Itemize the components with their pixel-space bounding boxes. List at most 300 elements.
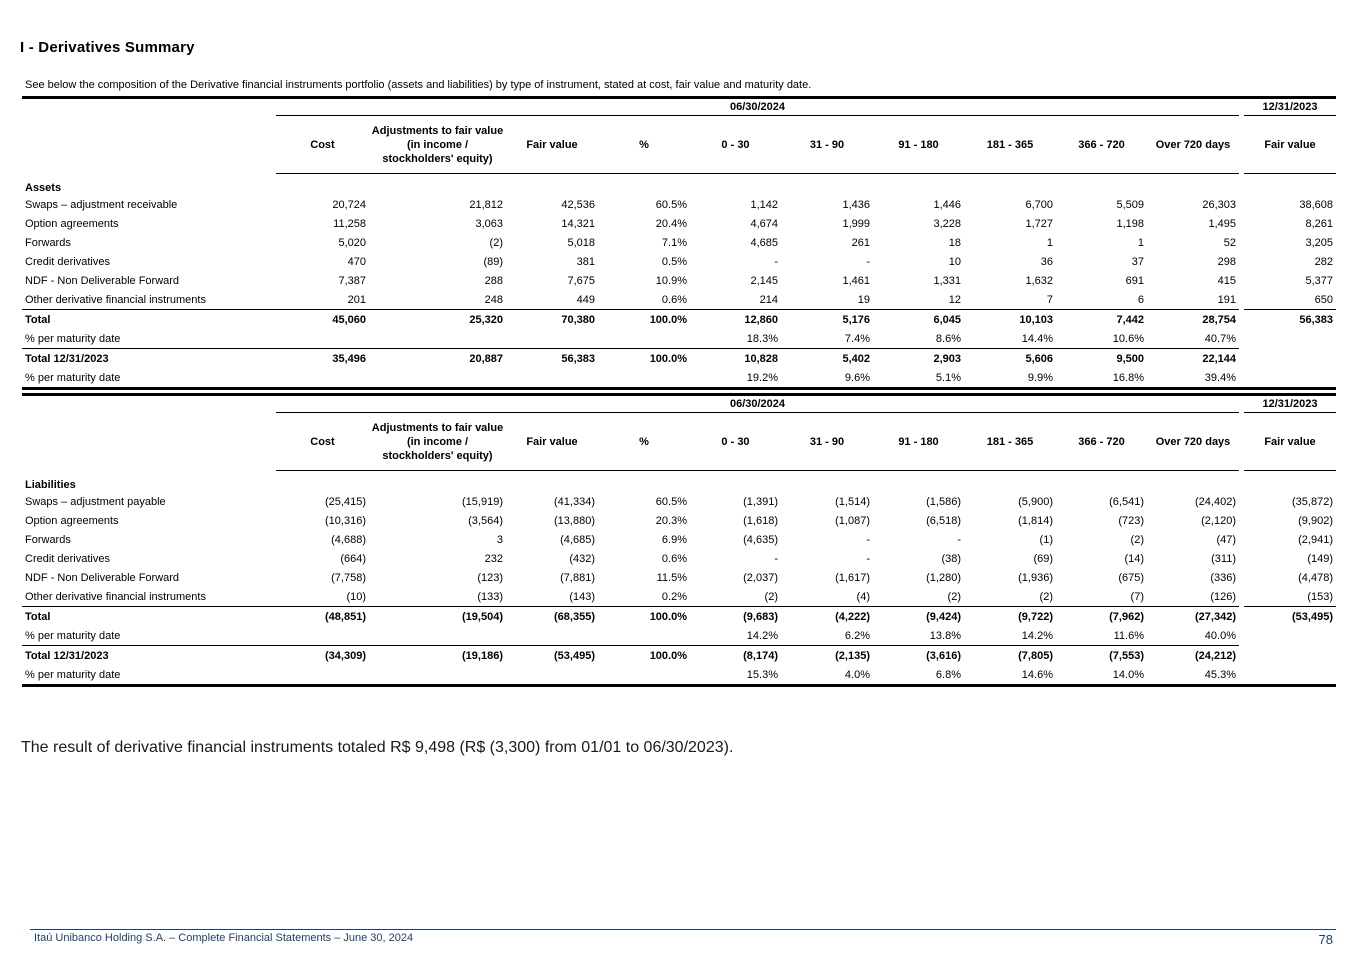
value-cell: 7,675 (567, 274, 595, 287)
value-cell: 1,495 (1208, 217, 1236, 230)
value-cell: (48,851) (276, 607, 369, 627)
value-cell: 9,500 (1056, 349, 1147, 369)
empty-cell (598, 665, 690, 686)
value-cell: 5,377 (1305, 274, 1333, 287)
value-cell: 56,383 (506, 349, 598, 369)
empty-cell (369, 329, 506, 349)
value-cell: 14.2% (746, 629, 778, 642)
value-cell: 10.9% (655, 274, 687, 287)
value-cell: (1,586) (926, 495, 961, 508)
value-cell: 20.4% (655, 217, 687, 230)
row-label: % per maturity date (25, 332, 121, 345)
value-cell: (4,688) (331, 533, 366, 546)
value-cell: - (774, 255, 778, 268)
col-adjustments: Adjustments to fair value (in income / stockholders' equity) (369, 413, 506, 471)
value-cell: 19 (857, 293, 870, 306)
assets-table (22, 96, 1336, 390)
value-cell: 1,727 (1025, 217, 1053, 230)
value-cell: 22,144 (1147, 349, 1239, 369)
value-cell: (2,941) (1298, 533, 1333, 546)
value-cell: 6 (1137, 293, 1144, 306)
prior-pct-maturity-row (22, 665, 1336, 686)
value-cell: 7,387 (338, 274, 366, 287)
value-cell: 40.7% (1204, 332, 1236, 345)
value-cell: 14,321 (561, 217, 595, 230)
value-cell: 15.3% (690, 665, 781, 686)
section-heading: Liabilities (25, 479, 76, 491)
section-heading-row (22, 471, 1336, 493)
value-cell: (123) (477, 571, 503, 584)
value-cell: 298 (1217, 255, 1236, 268)
value-cell: 1,331 (933, 274, 961, 287)
value-cell: 1,436 (842, 198, 870, 211)
value-cell: (2,037) (743, 571, 778, 584)
value-cell: 1 (1046, 236, 1053, 249)
col-181-365: 181 - 365 (964, 413, 1056, 471)
row-label: Other derivative financial instruments (25, 293, 206, 306)
value-cell: 11.5% (656, 571, 687, 584)
value-cell: 691 (1125, 274, 1144, 287)
value-cell: 1,461 (842, 274, 870, 287)
value-cell: 12 (948, 293, 961, 306)
value-cell: 1 (1137, 236, 1144, 249)
value-cell: 0.6% (661, 293, 687, 306)
value-cell: 2,903 (873, 349, 964, 369)
value-cell: (6,541) (1109, 495, 1144, 508)
value-cell: 100.0% (598, 349, 690, 369)
value-cell: 5,176 (781, 310, 873, 330)
table-row (22, 549, 1336, 568)
table-row (22, 568, 1336, 587)
value-cell: - (774, 552, 778, 565)
value-cell: (126) (1210, 590, 1236, 603)
value-cell: 100.0% (598, 310, 690, 330)
value-cell: (68,355) (506, 607, 598, 627)
value-cell: (10,316) (325, 514, 366, 527)
value-cell: 20,724 (332, 198, 366, 211)
value-cell: (35,872) (1292, 495, 1333, 508)
value-cell: (24,212) (1147, 646, 1239, 666)
value-cell: (34,309) (276, 646, 369, 666)
empty-cell (598, 368, 690, 389)
col-prev-fair-value: Fair value (1244, 116, 1336, 174)
col-31-90: 31 - 90 (781, 413, 873, 471)
col-pct: % (598, 413, 690, 471)
row-label: NDF - Non Deliverable Forward (25, 274, 180, 287)
value-cell: 11.6% (1113, 629, 1144, 642)
row-label: % per maturity date (22, 665, 276, 686)
col-over-720: Over 720 days (1147, 413, 1239, 471)
value-cell: 261 (851, 236, 870, 249)
col-91-180: 91 - 180 (873, 413, 964, 471)
table-row (22, 492, 1336, 511)
empty-cell (276, 626, 369, 646)
value-cell: 10,103 (964, 310, 1056, 330)
value-cell: 1,198 (1116, 217, 1144, 230)
value-cell: (1,617) (835, 571, 870, 584)
value-cell: 18.3% (746, 332, 778, 345)
value-cell: (13,880) (554, 514, 595, 527)
value-cell: 1,999 (842, 217, 870, 230)
empty-cell (506, 665, 598, 686)
value-cell: (336) (1210, 571, 1236, 584)
value-cell: 28,754 (1147, 310, 1239, 330)
value-cell: 20.3% (655, 514, 687, 527)
pct-maturity-row (22, 626, 1336, 646)
value-cell: (69) (1033, 552, 1053, 565)
empty-cell (369, 368, 506, 389)
row-label: Total 12/31/2023 (22, 646, 276, 666)
value-cell: 21,812 (469, 198, 503, 211)
value-cell: 100.0% (598, 607, 690, 627)
empty-cell (1244, 368, 1336, 389)
empty-cell (506, 329, 598, 349)
value-cell: 42,536 (561, 198, 595, 211)
col-366-720: 366 - 720 (1056, 413, 1147, 471)
value-cell: (7,758) (331, 571, 366, 584)
value-cell: (2) (489, 236, 503, 249)
empty-cell (369, 626, 506, 646)
current-period-label: 06/30/2024 (276, 98, 1239, 116)
value-cell: 0.5% (661, 255, 687, 268)
current-period-label: 06/30/2024 (276, 395, 1239, 413)
value-cell: (25,415) (325, 495, 366, 508)
value-cell: (1,814) (1018, 514, 1053, 527)
col-pct: % (598, 116, 690, 174)
value-cell: 4,674 (750, 217, 778, 230)
value-cell: (133) (477, 590, 503, 603)
value-cell: 100.0% (598, 646, 690, 666)
value-cell: 5,018 (567, 236, 595, 249)
col-0-30: 0 - 30 (690, 116, 781, 174)
value-cell: (2,135) (781, 646, 873, 666)
value-cell: 3,063 (475, 217, 503, 230)
value-cell: 6.2% (844, 629, 870, 642)
table-row (22, 530, 1336, 549)
pct-maturity-row (22, 329, 1336, 349)
table-row (22, 214, 1336, 233)
col-91-180: 91 - 180 (873, 116, 964, 174)
value-cell: (9,683) (690, 607, 781, 627)
row-label: % per maturity date (22, 368, 276, 389)
table-row (22, 195, 1336, 214)
value-cell: (723) (1118, 514, 1144, 527)
value-cell: 25,320 (369, 310, 506, 330)
value-cell: (10) (346, 590, 366, 603)
empty-cell (598, 329, 690, 349)
empty-cell (598, 626, 690, 646)
value-cell: 6.9% (661, 533, 687, 546)
col-adjustments: Adjustments to fair value (in income / stockholders' equity) (369, 116, 506, 174)
value-cell: 201 (347, 293, 366, 306)
value-cell: 14.0% (1056, 665, 1147, 686)
value-cell: 4.0% (781, 665, 873, 686)
value-cell: (311) (1211, 552, 1236, 565)
value-cell: (7,553) (1056, 646, 1147, 666)
value-cell: 0.6% (661, 552, 687, 565)
value-cell: (149) (1307, 552, 1333, 565)
column-header-row (22, 413, 1336, 471)
value-cell: (2) (764, 590, 778, 603)
value-cell: 13.8% (929, 629, 961, 642)
value-cell: (9,722) (964, 607, 1056, 627)
col-0-30: 0 - 30 (690, 413, 781, 471)
value-cell: 0.2% (661, 590, 687, 603)
value-cell: 6,045 (873, 310, 964, 330)
value-cell: (89) (483, 255, 503, 268)
value-cell: 14.6% (964, 665, 1056, 686)
page-number: 78 (1318, 932, 1333, 947)
value-cell: - (957, 533, 961, 546)
value-cell: 5,606 (964, 349, 1056, 369)
value-cell: 36 (1040, 255, 1053, 268)
value-cell: - (866, 255, 870, 268)
page-title: I - Derivatives Summary (20, 39, 195, 56)
value-cell: (4,635) (743, 533, 778, 546)
result-summary-text: The result of derivative financial instruments totaled R$ 9,498 (R$ (3,300) from 01/01 to 06/30/2023). (21, 739, 734, 756)
value-cell: (7,805) (964, 646, 1056, 666)
value-cell: 10,828 (690, 349, 781, 369)
value-cell: (3,564) (468, 514, 503, 527)
value-cell: (1,087) (835, 514, 870, 527)
value-cell: (9,902) (1298, 514, 1333, 527)
value-cell: (4,222) (781, 607, 873, 627)
empty-cell (1244, 626, 1336, 646)
table-row (22, 587, 1336, 607)
value-cell: 12,860 (690, 310, 781, 330)
value-cell: 381 (576, 255, 595, 268)
prior-pct-maturity-row (22, 368, 1336, 389)
value-cell: 7.1% (661, 236, 687, 249)
value-cell: 5,020 (338, 236, 366, 249)
value-cell: 6.8% (873, 665, 964, 686)
value-cell: 288 (484, 274, 503, 287)
section-heading: Assets (25, 182, 62, 194)
value-cell: (19,186) (369, 646, 506, 666)
value-cell: (9,424) (873, 607, 964, 627)
value-cell: 45,060 (276, 310, 369, 330)
value-cell: 39.4% (1147, 368, 1239, 389)
value-cell: 19.2% (690, 368, 781, 389)
value-cell: 7 (1046, 293, 1053, 306)
value-cell: (1,618) (743, 514, 778, 527)
value-cell: (1,280) (926, 571, 961, 584)
value-cell: (7) (1130, 590, 1144, 603)
value-cell: 70,380 (506, 310, 598, 330)
col-31-90: 31 - 90 (781, 116, 873, 174)
value-cell: 8.6% (935, 332, 961, 345)
value-cell: 4,685 (750, 236, 778, 249)
value-cell: (53,495) (506, 646, 598, 666)
empty-cell (276, 665, 369, 686)
value-cell: 52 (1223, 236, 1236, 249)
empty-cell (1244, 665, 1336, 686)
value-cell: 2,145 (750, 274, 778, 287)
value-cell: (1) (1039, 533, 1053, 546)
value-cell: 40.0% (1204, 629, 1236, 642)
value-cell: 248 (484, 293, 503, 306)
value-cell: (1,936) (1018, 571, 1053, 584)
row-label: Option agreements (25, 514, 119, 527)
footer-company-line: Itaú Unibanco Holding S.A. – Complete Financial Statements – June 30, 2024 (34, 932, 414, 944)
value-cell: 7,442 (1056, 310, 1147, 330)
empty-cell (506, 368, 598, 389)
row-label: Total (22, 310, 276, 330)
value-cell: 5.1% (873, 368, 964, 389)
value-cell: (7,962) (1056, 607, 1147, 627)
table-row (22, 271, 1336, 290)
empty-cell (369, 665, 506, 686)
value-cell: 5,509 (1116, 198, 1144, 211)
value-cell: (7,881) (560, 571, 595, 584)
row-label: % per maturity date (25, 629, 121, 642)
value-cell: 1,142 (750, 198, 778, 211)
value-cell: - (866, 552, 870, 565)
prior-total-row (22, 646, 1336, 666)
table-row (22, 290, 1336, 310)
col-over-720: Over 720 days (1147, 116, 1239, 174)
total-row (22, 607, 1336, 627)
value-cell: 35,496 (276, 349, 369, 369)
col-366-720: 366 - 720 (1056, 116, 1147, 174)
value-cell: (47) (1216, 533, 1236, 546)
col-prev-fair-value: Fair value (1244, 413, 1336, 471)
row-label: Option agreements (25, 217, 119, 230)
value-cell: 5,402 (781, 349, 873, 369)
value-cell: 282 (1314, 255, 1333, 268)
empty-cell (276, 329, 369, 349)
intro-text: See below the composition of the Derivative financial instruments portfolio (assets and liabilities) by type of instrument, stated at cost, fair value and maturity date. (25, 79, 812, 91)
value-cell: 60.5% (655, 495, 687, 508)
row-label: Total 12/31/2023 (22, 349, 276, 369)
value-cell: 7.4% (844, 332, 870, 345)
table-row (22, 511, 1336, 530)
previous-period-label: 12/31/2023 (1244, 98, 1336, 116)
value-cell: (4) (856, 590, 870, 603)
value-cell: 3 (496, 533, 503, 546)
value-cell: 9.9% (964, 368, 1056, 389)
value-cell: (2) (947, 590, 961, 603)
liabilities-table (22, 393, 1336, 687)
value-cell: (2,120) (1201, 514, 1236, 527)
row-label: Credit derivatives (25, 255, 110, 268)
value-cell: (3,616) (873, 646, 964, 666)
row-label: NDF - Non Deliverable Forward (25, 571, 180, 584)
value-cell: (53,495) (1244, 607, 1336, 627)
value-cell: 45.3% (1147, 665, 1239, 686)
value-cell: 8,261 (1305, 217, 1333, 230)
value-cell: 16.8% (1056, 368, 1147, 389)
col-cost: Cost (276, 413, 369, 471)
value-cell: 37 (1131, 255, 1144, 268)
value-cell: (41,334) (554, 495, 595, 508)
empty-cell (1244, 646, 1336, 666)
value-cell: 10 (948, 255, 961, 268)
value-cell: (153) (1307, 590, 1333, 603)
period-header-row (22, 395, 1336, 413)
value-cell: 26,303 (1202, 198, 1236, 211)
row-label: Forwards (25, 236, 71, 249)
value-cell: 14.2% (1021, 629, 1053, 642)
value-cell: (14) (1124, 552, 1144, 565)
empty-cell (1244, 329, 1336, 349)
value-cell: 18 (948, 236, 961, 249)
value-cell: (664) (340, 552, 366, 565)
value-cell: 650 (1314, 293, 1333, 306)
row-label: Total (22, 607, 276, 627)
value-cell: 1,446 (933, 198, 961, 211)
value-cell: (432) (569, 552, 595, 565)
col-fair-value: Fair value (506, 413, 598, 471)
value-cell: 9.6% (781, 368, 873, 389)
value-cell: 3,228 (933, 217, 961, 230)
total-row (22, 310, 1336, 330)
value-cell: (8,174) (690, 646, 781, 666)
value-cell: (1,391) (743, 495, 778, 508)
value-cell: 11,258 (333, 217, 366, 230)
row-label: Swaps – adjustment payable (25, 495, 166, 508)
empty-cell (1244, 349, 1336, 369)
row-label: Forwards (25, 533, 71, 546)
value-cell: 191 (1217, 293, 1236, 306)
value-cell: (2) (1130, 533, 1144, 546)
previous-period-label: 12/31/2023 (1244, 395, 1336, 413)
col-fair-value: Fair value (506, 116, 598, 174)
prior-total-row (22, 349, 1336, 369)
value-cell: 3,205 (1305, 236, 1333, 249)
footer-divider (30, 929, 1336, 930)
value-cell: (38) (941, 552, 961, 565)
value-cell: 232 (484, 552, 503, 565)
value-cell: 20,887 (369, 349, 506, 369)
value-cell: (6,518) (926, 514, 961, 527)
value-cell: 14.4% (1021, 332, 1053, 345)
value-cell: 449 (576, 293, 595, 306)
value-cell: (15,919) (462, 495, 503, 508)
value-cell: (4,478) (1298, 571, 1333, 584)
row-label: Other derivative financial instruments (25, 590, 206, 603)
table-row (22, 233, 1336, 252)
value-cell: (4,685) (560, 533, 595, 546)
value-cell: 10.6% (1112, 332, 1144, 345)
value-cell: 214 (759, 293, 778, 306)
value-cell: (24,402) (1195, 495, 1236, 508)
value-cell: 1,632 (1025, 274, 1053, 287)
value-cell: 60.5% (655, 198, 687, 211)
column-header-row (22, 116, 1336, 174)
value-cell: (675) (1118, 571, 1144, 584)
value-cell: (143) (569, 590, 595, 603)
empty-cell (506, 626, 598, 646)
table-row (22, 252, 1336, 271)
value-cell: (1,514) (835, 495, 870, 508)
value-cell: (2) (1039, 590, 1053, 603)
value-cell: 415 (1217, 274, 1236, 287)
row-label: Swaps – adjustment receivable (25, 198, 178, 211)
value-cell: 470 (347, 255, 366, 268)
empty-cell (276, 368, 369, 389)
section-heading-row (22, 174, 1336, 196)
value-cell: (27,342) (1147, 607, 1239, 627)
period-header-row (22, 98, 1336, 116)
row-label: Credit derivatives (25, 552, 110, 565)
value-cell: 56,383 (1244, 310, 1336, 330)
value-cell: 38,608 (1299, 198, 1333, 211)
col-cost: Cost (276, 116, 369, 174)
col-181-365: 181 - 365 (964, 116, 1056, 174)
value-cell: - (866, 533, 870, 546)
value-cell: (19,504) (369, 607, 506, 627)
